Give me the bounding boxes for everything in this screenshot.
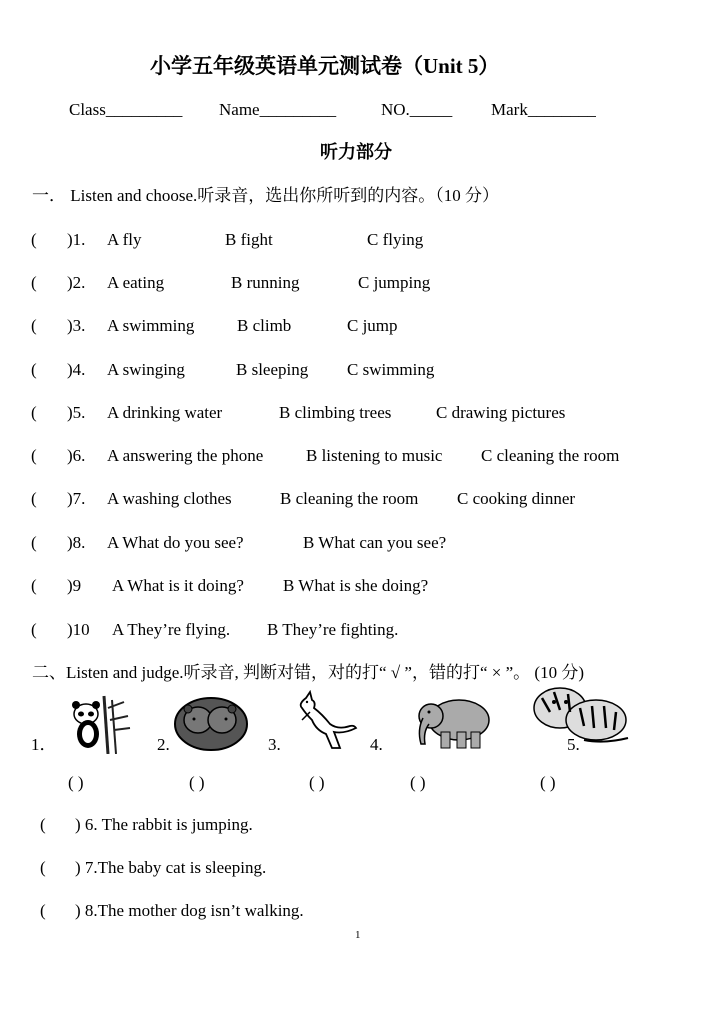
answer-box: ( ) bbox=[309, 773, 325, 792]
part2-heading: 二、Listen and judge.听录音, 判断对错，对的打“ √ ”，错的打“ × ”。 (10 分) bbox=[32, 663, 584, 682]
option-a: A swinging bbox=[107, 360, 185, 379]
answer-paren: ( bbox=[31, 620, 37, 639]
item-number: )8. bbox=[67, 533, 86, 552]
picture-label: 3. bbox=[268, 735, 281, 754]
option-b: B cleaning the room bbox=[280, 489, 419, 508]
mark-field: Mark________ bbox=[491, 100, 596, 119]
answer-box: ( ) bbox=[189, 773, 205, 792]
answer-box: ( ) bbox=[68, 773, 84, 792]
bears-icon bbox=[172, 694, 250, 752]
statement-text: ) 7.The baby cat is sleeping. bbox=[75, 858, 267, 877]
listening-section-heading: 听力部分 bbox=[320, 142, 392, 162]
statement-text: ) 6. The rabbit is jumping. bbox=[75, 815, 253, 834]
tigers-icon bbox=[524, 682, 634, 748]
elephant-icon bbox=[413, 694, 495, 752]
option-a: A fly bbox=[107, 230, 142, 249]
option-a: A They’re flying. bbox=[112, 620, 231, 639]
class-field: Class_________ bbox=[69, 100, 183, 119]
option-c: C flying bbox=[367, 230, 424, 249]
item-number: )4. bbox=[67, 360, 86, 379]
option-b: B fight bbox=[225, 230, 273, 249]
item-number: )10 bbox=[67, 620, 90, 639]
option-c: C cleaning the room bbox=[481, 446, 620, 465]
item-number: )9 bbox=[67, 576, 82, 595]
option-b: B They’re fighting. bbox=[267, 620, 399, 639]
item-number: )3. bbox=[67, 316, 86, 335]
option-a: A drinking water bbox=[107, 403, 223, 422]
picture-label: 4. bbox=[370, 735, 383, 754]
answer-paren: ( bbox=[31, 230, 37, 249]
answer-paren: ( bbox=[40, 815, 46, 834]
item-number: )5. bbox=[67, 403, 86, 422]
option-c: C cooking dinner bbox=[457, 489, 576, 508]
option-b: B What is she doing? bbox=[283, 576, 429, 595]
answer-box: ( ) bbox=[410, 773, 426, 792]
option-c: C jump bbox=[347, 316, 398, 335]
option-a: A swimming bbox=[107, 316, 195, 335]
option-b: B sleeping bbox=[236, 360, 309, 379]
answer-paren: ( bbox=[31, 533, 37, 552]
option-a: A washing clothes bbox=[107, 489, 232, 508]
option-b: B What can you see? bbox=[303, 533, 447, 552]
item-number: )6. bbox=[67, 446, 86, 465]
answer-paren: ( bbox=[40, 901, 46, 920]
page-number: 1 bbox=[355, 929, 361, 941]
answer-paren: ( bbox=[31, 360, 37, 379]
number-field: NO._____ bbox=[381, 100, 453, 119]
picture-label: 2. bbox=[157, 735, 170, 754]
answer-box: ( ) bbox=[540, 773, 556, 792]
option-b: B climbing trees bbox=[279, 403, 392, 422]
option-b: B climb bbox=[237, 316, 292, 335]
answer-paren: ( bbox=[31, 576, 37, 595]
option-c: C jumping bbox=[358, 273, 431, 292]
option-b: B listening to music bbox=[306, 446, 443, 465]
option-c: C swimming bbox=[347, 360, 435, 379]
option-a: A answering the phone bbox=[107, 446, 264, 465]
answer-paren: ( bbox=[31, 316, 37, 335]
answer-paren: ( bbox=[31, 273, 37, 292]
picture-label: 1． bbox=[31, 735, 57, 754]
answer-paren: ( bbox=[31, 446, 37, 465]
answer-paren: ( bbox=[31, 403, 37, 422]
option-c: C drawing pictures bbox=[436, 403, 566, 422]
name-field: Name_________ bbox=[219, 100, 337, 119]
kangaroo-icon bbox=[292, 690, 358, 752]
answer-paren: ( bbox=[40, 858, 46, 877]
option-b: B running bbox=[231, 273, 300, 292]
picture-label: 5. bbox=[567, 735, 580, 754]
option-a: A eating bbox=[107, 273, 165, 292]
item-number: )7. bbox=[67, 489, 86, 508]
answer-paren: ( bbox=[31, 489, 37, 508]
statement-text: ) 8.The mother dog isn’t walking. bbox=[75, 901, 304, 920]
option-a: A What do you see? bbox=[107, 533, 244, 552]
item-number: )1. bbox=[67, 230, 86, 249]
item-number: )2. bbox=[67, 273, 86, 292]
option-a: A What is it doing? bbox=[112, 576, 244, 595]
page-title: 小学五年级英语单元测试卷（Unit 5） bbox=[150, 54, 500, 78]
part1-heading: 一． Listen and choose.听录音，选出你所听到的内容。（10 分） bbox=[32, 186, 499, 205]
panda-bamboo-icon bbox=[64, 694, 134, 754]
